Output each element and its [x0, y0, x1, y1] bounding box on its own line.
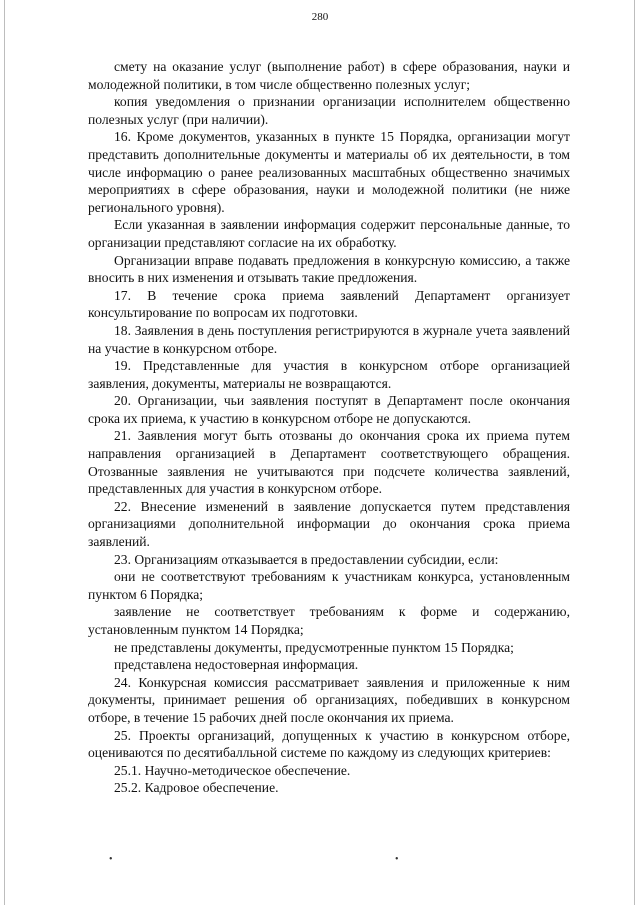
paragraph-17: 17. В течение срока приема заявлений Департамент организует консультирование по вопросам их подготовки.	[88, 287, 570, 321]
page-number: 280	[311, 11, 329, 23]
paragraph-23-reason-4: представлена недостоверная информация.	[114, 657, 359, 673]
paragraph-personal-data: Если указанная в заявлении информация содержит персональные данные, то организации представляют согласие на их обработку.	[88, 217, 570, 250]
paragraph-21: 21. Заявления могут быть отозваны до окончания срока их приема путем направления организацией в Департамент соответствующего обращения. Отозванные заявления не учитываются при подсчете количества заявлений, представленных для участия в конкурсном отборе.	[88, 428, 570, 497]
scan-speck-left: •	[109, 854, 113, 865]
scan-speck-right: •	[395, 854, 399, 865]
paragraph-20: 20. Организации, чьи заявления поступят в Департамент после окончания срока их приема, к участию в конкурсном отборе не допускаются.	[88, 393, 570, 426]
scan-edge-right	[634, 0, 635, 905]
paragraph-proposals: Организации вправе подавать предложения в конкурсную комиссию, а также вносить в них изменения и отзывать такие предложения.	[88, 252, 570, 286]
document-body	[88, 58, 570, 797]
scan-edge-left	[4, 0, 5, 905]
paragraph-18: 18. Заявления в день поступления регистрируются в журнале учета заявлений на участие в конкурсном отборе.	[88, 322, 570, 356]
paragraph-25-1: 25.1. Научно-методическое обеспечение.	[114, 762, 351, 778]
paragraph-budget: смету на оказание услуг (выполнение работ) в сфере образования, науки и молодежной политики, в том числе общественно полезных услуг;	[88, 59, 570, 92]
paragraph-25-2: 25.2. Кадровое обеспечение.	[114, 780, 279, 796]
paragraph-23-reason-3: не представлены документы, предусмотренные пунктом 15 Порядка;	[114, 639, 514, 655]
paragraph-23-reason-1: они не соответствуют требованиям к участникам конкурса, установленным пунктом 6 Порядка;	[88, 569, 570, 602]
paragraph-25: 25. Проекты организаций, допущенных к участию в конкурсном отборе, оцениваются по десятибалльной системе по каждому из следующих критериев:	[88, 727, 570, 761]
paragraph-22: 22. Внесение изменений в заявление допускается путем представления организациями дополнительной информации до окончания срока приема заявлений.	[88, 498, 570, 550]
paragraph-23: 23. Организациям отказывается в предоставлении субсидии, если:	[114, 551, 499, 567]
paragraph-16: 16. Кроме документов, указанных в пункте 15 Порядка, организации могут представить дополнительные документы и материалы об их деятельности, в том числе информацию о ранее реализованных масштабных общественно значимых мероприятиях в сфере образования, науки и молодежной политики (не ниже регионального уровня).	[88, 129, 570, 215]
paragraph-notice-copy: копия уведомления о признании организации исполнителем общественно полезных услуг (при наличии).	[88, 94, 570, 127]
paragraph-24: 24. Конкурсная комиссия рассматривает заявления и приложенные к ним документы, принимает решения об организациях, победивших в конкурсном отборе, в течение 15 рабочих дней после окончания их приема.	[88, 674, 570, 725]
paragraph-23-reason-2: заявление не соответствует требованиям к форме и содержанию, установленным пунктом 14 Порядка;	[88, 604, 570, 637]
paragraph-19: 19. Представленные для участия в конкурсном отборе организацией заявления, документы, материалы не возвращаются.	[88, 358, 570, 391]
